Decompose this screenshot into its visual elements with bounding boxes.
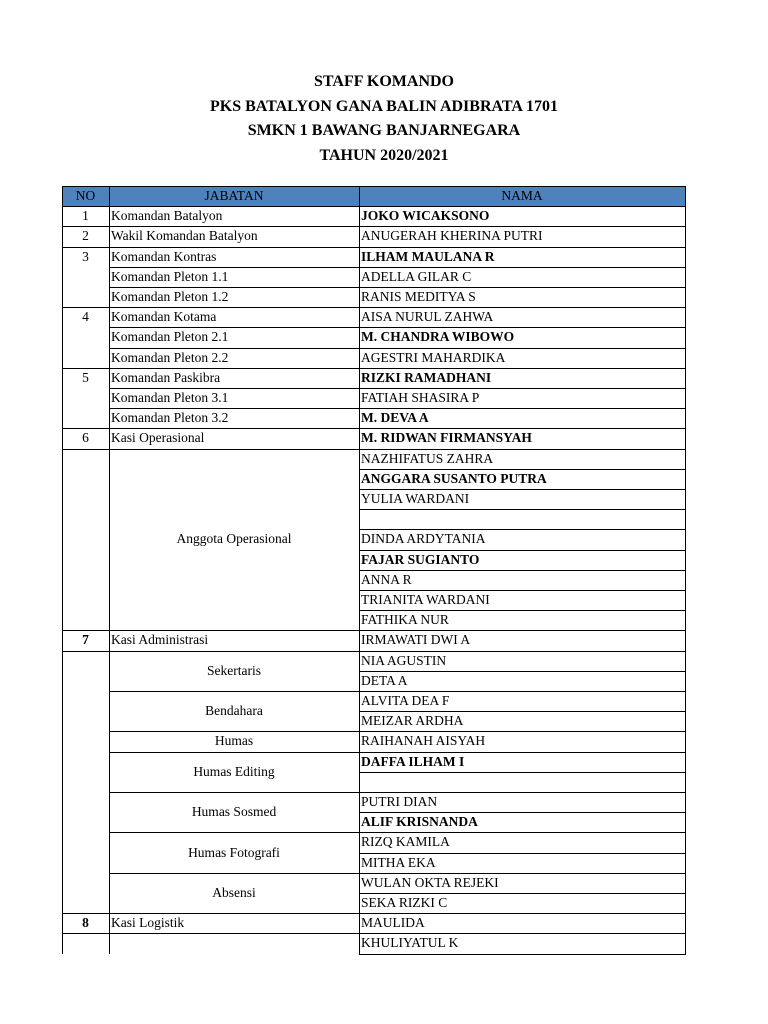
nama-cell: RIZQ KAMILA: [361, 834, 450, 850]
row-number: 7: [82, 632, 89, 648]
nama-cell: ALVITA DEA F: [361, 693, 450, 708]
nama-cell: YULIA WARDANI: [361, 491, 470, 506]
jabatan-group-cell: Humas Sosmed: [191, 804, 277, 820]
grid-line: [62, 226, 110, 227]
row-number: 2: [82, 228, 89, 244]
jabatan-group-cell: Bendahara: [205, 703, 263, 719]
jabatan-cell: Komandan Kotama: [111, 309, 217, 325]
row-number: 6: [82, 430, 89, 446]
nama-cell: M. RIDWAN FIRMANSYAH: [361, 430, 532, 446]
nama-cell: NIA AGUSTIN: [361, 652, 447, 668]
nama-cell: RAIHANAH AISYAH: [361, 733, 486, 749]
nama-cell: M. DEVA A: [361, 410, 429, 426]
nama-cell: FATHIKA NUR: [361, 612, 449, 628]
jabatan-cell: Komandan Pleton 3.1: [111, 390, 229, 405]
jabatan-cell: Kasi Operasional: [111, 430, 205, 446]
title-line-1: STAFF KOMANDO: [314, 73, 454, 90]
nama-cell: FAJAR SUGIANTO: [361, 551, 480, 567]
jabatan-cell: Komandan Pleton 1.1: [111, 268, 229, 284]
jabatan-cell: Komandan Pleton 3.2: [111, 410, 229, 426]
jabatan-group-cell: Humas Fotografi: [188, 844, 280, 860]
nama-cell: RANIS MEDITYA S: [361, 289, 476, 304]
row-number-empty: [62, 327, 109, 347]
title-line-3: SMKN 1 BAWANG BANJARNEGARA: [247, 122, 521, 139]
nama-cell: TRIANITA WARDANI: [361, 592, 490, 607]
grid-line: [62, 206, 110, 207]
nama-cell: SEKA RIZKI C: [361, 895, 448, 910]
jabatan-group-cell: Sekertaris: [207, 662, 261, 678]
jabatan-group-cell: Absensi: [212, 884, 256, 900]
nama-cell: KHULIYATUL K: [361, 935, 459, 951]
grid-line: [62, 186, 63, 954]
nama-cell: PUTRI DIAN: [361, 794, 438, 809]
jabatan-cell: Wakil Komandan Batalyon: [111, 228, 258, 244]
nama-cell: MITHA EKA: [361, 854, 436, 870]
row-number: 5: [82, 369, 89, 385]
jabatan-cell: Komandan Pleton 2.1: [111, 329, 229, 345]
nama-cell: ADELLA GILAR C: [361, 268, 472, 284]
grid-line: [62, 368, 110, 369]
nama-cell: ANUGERAH KHERINA PUTRI: [361, 228, 543, 244]
grid-line: [62, 307, 110, 308]
nama-cell: M. CHANDRA WIBOWO: [361, 329, 515, 345]
row-number-empty: [62, 388, 109, 408]
nama-cell: AGESTRI MAHARDIKA: [361, 349, 506, 365]
column-header-nama: NAMA: [359, 186, 685, 206]
nama-cell: DINDA ARDYTANIA: [361, 531, 486, 547]
nama-cell: RIZKI RAMADHANI: [361, 369, 492, 385]
row-number-empty: [62, 287, 109, 307]
nama-cell: ILHAM MAULANA R: [361, 248, 495, 264]
grid-line: [62, 186, 686, 187]
nama-cell: DAFFA ILHAM I: [361, 753, 465, 769]
nama-cell: WULAN OKTA REJEKI: [361, 874, 499, 890]
title-line-2: PKS BATALYON GANA BALIN ADIBRATA 1701: [209, 97, 559, 115]
grid-line: [62, 449, 110, 450]
nama-cell: IRMAWATI DWI A: [361, 632, 471, 648]
jabatan-cell: Kasi Administrasi: [111, 632, 209, 648]
jabatan-group-cell: Humas: [214, 733, 254, 749]
nama-cell: JOKO WICAKSONO: [361, 208, 490, 224]
jabatan-cell: Komandan Pleton 1.2: [111, 289, 229, 304]
row-number-empty: [62, 408, 109, 428]
jabatan-group-cell: Humas Editing: [193, 763, 275, 779]
grid-line: [359, 186, 360, 954]
row-number: 8: [82, 915, 89, 931]
nama-cell: MEIZAR ARDHA: [361, 713, 464, 729]
row-number: 4: [82, 309, 89, 325]
column-header-no: NO: [62, 186, 109, 206]
jabatan-cell: Komandan Pleton 2.2: [111, 349, 229, 365]
nama-cell: ALIF KRISNANDA: [361, 814, 478, 830]
column-header-jabatan: JABATAN: [109, 186, 359, 206]
jabatan-cell: Komandan Paskibra: [111, 369, 221, 385]
nama-cell: NAZHIFATUS ZAHRA: [361, 450, 494, 466]
nama-cell: MAULIDA: [361, 915, 425, 931]
jabatan-cell: Komandan Kontras: [111, 248, 217, 264]
nama-cell-empty: [359, 509, 685, 529]
nama-cell: DETA A: [361, 672, 408, 688]
nama-cell: FATIAH SHASIRA P: [361, 390, 480, 405]
nama-cell: AISA NURUL ZAHWA: [361, 309, 494, 325]
title-line-4: TAHUN 2020/2021: [319, 146, 449, 164]
nama-cell: ANGGARA SUSANTO PUTRA: [361, 470, 547, 486]
row-number-empty: [62, 267, 109, 287]
jabatan-cell: Komandan Batalyon: [111, 208, 223, 224]
nama-cell-empty: [359, 772, 685, 792]
grid-line: [109, 186, 110, 954]
row-number: 3: [82, 248, 89, 264]
grid-line: [62, 428, 110, 429]
nama-cell: ANNA R: [361, 571, 412, 587]
jabatan-group-cell: Anggota Operasional: [176, 531, 292, 547]
jabatan-cell: Kasi Logistik: [111, 915, 185, 931]
grid-line: [685, 186, 686, 954]
grid-line: [62, 247, 110, 248]
row-number-empty: [62, 348, 109, 368]
grid-line: [359, 954, 686, 955]
row-number: 1: [82, 208, 89, 224]
